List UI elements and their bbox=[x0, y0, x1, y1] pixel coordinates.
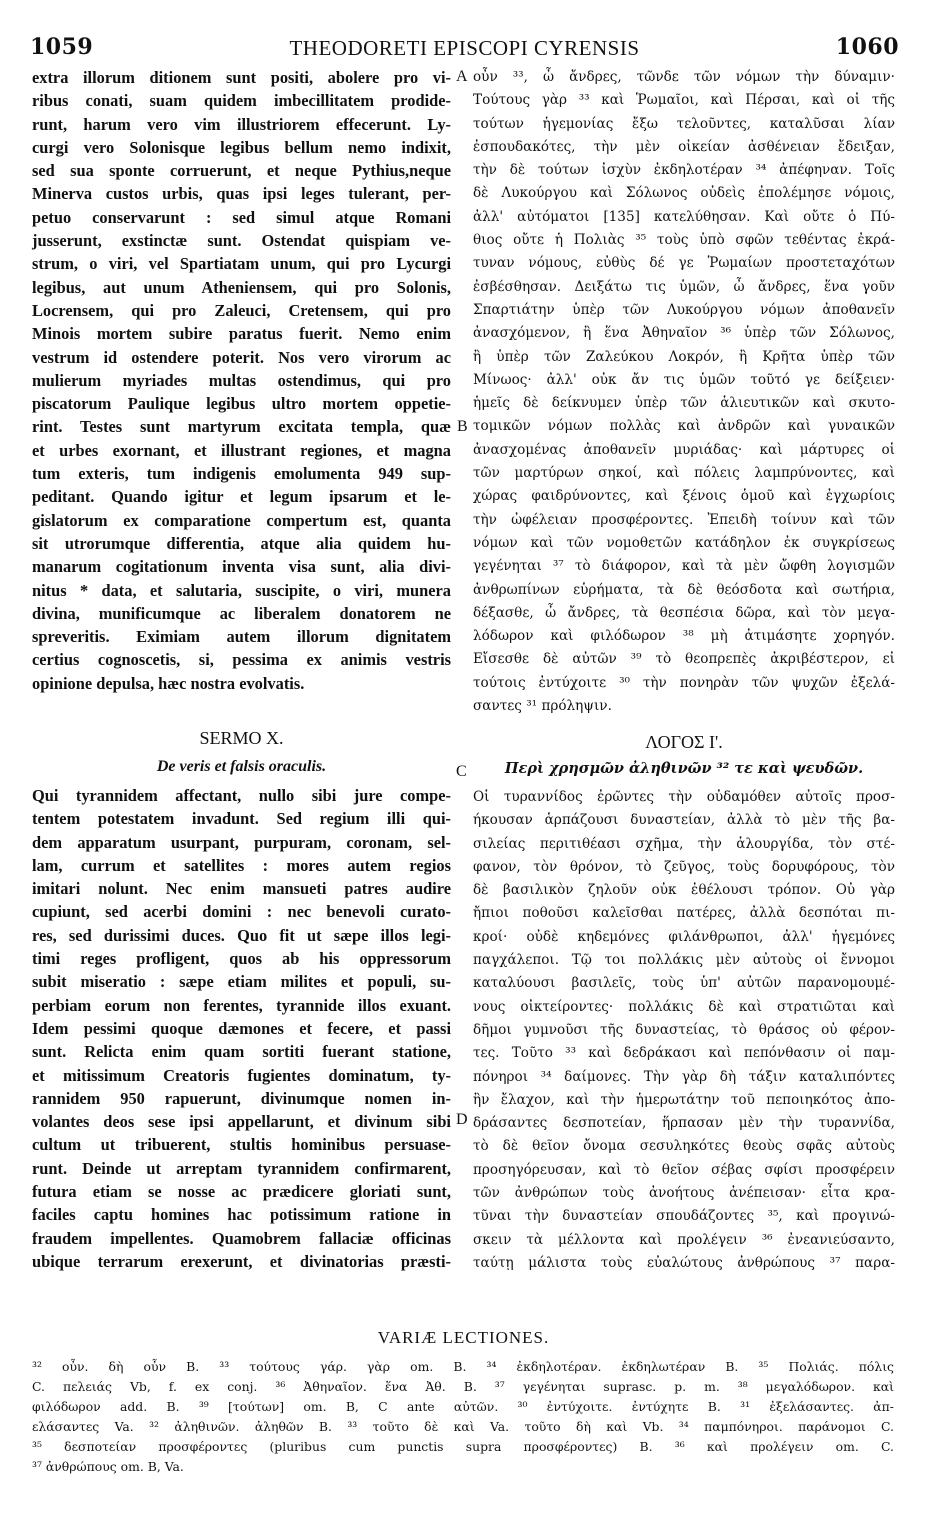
text-line: δὲ Λυκούργου καὶ Σόλωνος οὐδεὶς ἐπολέμησε νόμοις, bbox=[473, 185, 895, 202]
text-line: vestrum id ostendere poterit. Nos vero virorum ac bbox=[32, 347, 451, 367]
margin-letter-c: C bbox=[456, 763, 467, 780]
text-line: spreveritis. Eximiam autem illorum dignitatem bbox=[32, 627, 451, 647]
text-line: perbiam eorum non ferentes, tyrannide illos exuant. bbox=[32, 995, 451, 1015]
running-title: THEODORETI EPISCOPI CYRENSIS bbox=[289, 36, 640, 60]
text-line: certius cognoscetis, si, pessima ex animis vestris bbox=[32, 650, 451, 670]
text-line: rannidem 950 rapuerunt, divinumque nomen in- bbox=[32, 1088, 451, 1108]
text-line: legibus, aut unum Atheniensem, qui pro Solonis, bbox=[32, 277, 451, 297]
margin-letter-d: D bbox=[456, 1111, 468, 1128]
text-line: τὴν δὲ τούτων ἰσχὺν ἐκδηλοτέραν ³⁴ ἀπέφηναν. Τοῖς bbox=[473, 162, 895, 179]
text-line: sunt. Relicta enim quam sortiti fuerant statione, bbox=[32, 1042, 451, 1062]
text-line: ubique terrarum erexerunt, et divinatorias præsti- bbox=[32, 1251, 451, 1271]
variant-reading-line: ελάσαντες Va. ³² ἀληθινῶν. ἀληθῶν B. ³³ τοῦτο δὲ καὶ Va. τοῦτο δὴ καὶ Vb. ³⁴ παμπόνηροι. παράνομοι C. bbox=[32, 1419, 894, 1434]
text-line: gislatorum ex comparatione compertum est, quanta bbox=[32, 510, 451, 530]
latin-column-top bbox=[32, 66, 451, 695]
text-line: ἐσβέσθησαν. Δειξάτω τις ὑμῶν, ὦ ἄνδρες, ἕνα γοῦν bbox=[473, 278, 895, 295]
text-line: Τούτους γὰρ ³³ καὶ Ῥωμαῖοι, καὶ Πέρσαι, καὶ οἱ τῆς bbox=[473, 92, 895, 109]
text-line: lam, currum et satellites : mores autem regios bbox=[32, 855, 451, 875]
text-line: σιλείας περιτιθέασι σχῆμα, τὴν ἁλουργίδα, τὸν στέ- bbox=[473, 835, 895, 852]
text-line: τὴν ὠφέλειαν προσφέροντες. Ἐπειδὴ τοίνυν καὶ τῶν bbox=[473, 511, 895, 528]
text-line: opinione depulsa, hæc nostra evolvatis. bbox=[32, 673, 305, 693]
text-line: ταύτῃ μάλιστα τοὺς εὐαλώτους ἀνθρώπους ³⁷ παρα- bbox=[473, 1254, 895, 1271]
text-line: Σπαρτιάτην ὑπὲρ τῶν Λυκούργου νόμων ἀποθανεῖν bbox=[473, 301, 895, 318]
text-line: Minois mortem subire paratus fuerit. Nemo enim bbox=[32, 324, 451, 344]
variae-lectiones-notes bbox=[32, 1357, 894, 1477]
margin-letter-a: A bbox=[456, 68, 468, 85]
text-line: ἤπιοι ποθοῦσι καλεῖσθαι πατέρες, ἀλλὰ δεσπόται πι- bbox=[473, 905, 895, 922]
text-line: tum exteris, tum indigenis emolumenta 949 sup- bbox=[32, 464, 451, 484]
text-line: Μίνωος· ἀλλ' οὐκ ἄν τις ὑμῶν τοῦτό γε δείξειεν· bbox=[473, 371, 895, 388]
text-line: ἢ ὑπὲρ τῶν Ζαλεύκου Λοκρόν, ἢ Κρῆτα ὑπὲρ τῶν bbox=[473, 348, 895, 365]
text-line: τὸ δὲ θεῖον ὄνομα σεσυληκότες θεοὺς σφᾶς αὐτοὺς bbox=[473, 1138, 895, 1155]
text-line: ἣν ἔλαχον, καὶ τὴν ἡμερωτάτην τοῦ πεποιηκότος ἀπο- bbox=[473, 1091, 895, 1108]
variant-reading-line: φιλόδωρον add. B. ³⁹ [τούτων] om. B, C ante αὐτῶν. ³⁰ ἐντύχοιτε. ἐντύχητε B. ³¹ ἐξελάσαντες. ἀπ- bbox=[32, 1399, 894, 1414]
text-line: πόνηροι ³⁴ δαίμονες. Τὴν γὰρ δὴ τάξιν καταλιπόντες bbox=[473, 1068, 895, 1085]
latin-column-bottom bbox=[32, 784, 451, 1273]
variant-reading-line: ³⁵ δεσποτείαν προσφέροντες (pluribus cum punctis supra προσφέροντες) B. ³⁶ καὶ προλέγειν om. C. bbox=[32, 1439, 894, 1454]
greek-column-top bbox=[473, 66, 895, 718]
text-line: subit miseratio : sæpe etiam milites et populi, su- bbox=[32, 972, 451, 992]
text-line: παγχάλεποι. Τῷ τοι πολλάκις μὲν αὐτοὺς οἱ ἔννομοι bbox=[473, 952, 895, 969]
text-line: τούτοις ἐντύχοιτε ³⁰ τὴν πονηρὰν τῶν ψυχῶν ἐξελά- bbox=[473, 674, 895, 691]
text-line: φανον, τὸν θρόνον, τὸ ζεῦγος, τοὺς δορυφόρους, τὸν bbox=[473, 858, 895, 875]
text-line: sed sua sponte corruerunt, et neque Pythius,neque bbox=[32, 161, 451, 181]
text-line: οὖν ³³, ὦ ἄνδρες, τῶνδε τῶν νόμων τὴν δύναμιν· bbox=[473, 69, 895, 85]
page-header bbox=[30, 34, 899, 64]
text-line: δράσαντες δεσποτείαν, ἥρπασαν μὲν τὴν τυραννίδα, bbox=[473, 1115, 895, 1132]
text-line: Εἴσεσθε δὲ αὐτῶν ³⁹ τὸ θεοπρεπὲς ἀκριβέστερον, εἰ bbox=[473, 651, 895, 668]
text-line: Οἱ τυραννίδος ἐρῶντες τὴν οὐδαμόθεν αὐτοῖς προσ- bbox=[473, 789, 895, 805]
text-line: τομικῶν νόμων πολλὰς καὶ ἀνδρῶν καὶ γυναικῶν bbox=[473, 418, 895, 435]
text-line: νόμων καὶ τῶν νομοθετῶν κατάδηλον ἐκ συγκρίσεως bbox=[473, 534, 895, 551]
text-line: τῶν ἀνθρώπων τοὺς ἀνοήτους ἀνέπεισαν· εἶτα κρα- bbox=[473, 1185, 895, 1202]
text-line: προσηγόρευσαν, καὶ τὸ θεῖον σέβας σφίσι προσφέρειν bbox=[473, 1161, 895, 1178]
text-line: mulierum myriades multas ostendimus, qui pro bbox=[32, 370, 451, 390]
text-line: peditant. Quando igitur et legum ipsarum et le- bbox=[32, 487, 451, 507]
text-line: manarum cogitationum inventa visa sunt, alia divi- bbox=[32, 557, 451, 577]
latin-section-subtitle: De veris et falsis oraculis. bbox=[156, 758, 327, 775]
text-line: imitari nolunt. Nec enim mansueti patres audire bbox=[32, 879, 451, 899]
variant-reading-line: ³² οὖν. δὴ οὖν B. ³³ τούτους γάρ. γὰρ om. B. ³⁴ ἐκδηλοτέραν. ἐκδηλωτέραν B. ³⁵ Πολιάς. πόλις bbox=[32, 1359, 894, 1374]
text-line: Idem pessimi quoque dæmones et fecere, et passi bbox=[32, 1018, 451, 1038]
text-line: rint. Testes sunt martyrum excitata templa, quæ bbox=[32, 417, 451, 437]
text-line: extra illorum ditionem sunt positi, abolere pro vi- bbox=[32, 68, 451, 87]
text-line: timi reges profligent, quos ab his oppressorum bbox=[32, 949, 451, 969]
variant-reading-line: C. πελειάς Vb, f. ex conj. ³⁶ Ἀθηναῖον. ἕνα Ἀθ. B. ³⁷ γεγένηται suprasc. p. m. ³⁸ μεγαλόδωρον. καὶ bbox=[32, 1379, 894, 1394]
text-line: futura etiam se nosse ac prædicere gloriati sunt, bbox=[32, 1182, 451, 1202]
text-line: τυναν νόμους, εὐθὺς δέ γε Ῥωμαίων προστεταχότων bbox=[473, 255, 895, 272]
text-line: sit utrorumque differentia, atque alia quidem hu- bbox=[32, 533, 451, 553]
text-line: γεγένηται ³⁷ τὸ διάφορον, καὶ τὰ μὲν ὤφθη λογισμῶν bbox=[473, 558, 895, 575]
text-line: τῦναι τὴν δυναστείαν σπουδάζοντες ³⁵, καὶ προγινώ- bbox=[473, 1208, 895, 1225]
text-line: τες. Τοῦτο ³³ καὶ δεδράκασι καὶ πεπόνθασιν οἱ παμ- bbox=[473, 1045, 895, 1062]
text-line: ήκουσαν ἁρπάζουσι δυναστείαν, ἀλλὰ τὸ μὲν τῆς βα- bbox=[473, 812, 895, 829]
text-line: Qui tyrannidem affectant, nullo sibi jure compe- bbox=[32, 786, 451, 805]
text-line: runt. Deinde ut arreptam tyrannidem confirmarent, bbox=[32, 1158, 451, 1178]
variant-reading-line: ³⁷ ἀνθρώπους om. B, Va. bbox=[32, 1459, 184, 1474]
greek-column-bottom bbox=[473, 786, 895, 1275]
variae-lectiones-title: VARIÆ LECTIONES. bbox=[377, 1328, 550, 1347]
margin-letter-b: B bbox=[457, 418, 468, 435]
text-line: dem apparatum usurpant, purpuram, coronam, sel- bbox=[32, 832, 451, 852]
text-line: res, sed durissimi duces. Quo fit ut sæpe illos legi- bbox=[32, 925, 451, 945]
text-line: volantes deos sese ipsi appellarunt, et divinum sibi bbox=[32, 1112, 451, 1132]
text-line: runt, harum vero vim illustriorem effecerunt. Ly- bbox=[32, 114, 451, 134]
text-line: σαντες ³¹ πρόληψιν. bbox=[473, 698, 612, 715]
text-line: τῶν μαρτύρων σηκοί, καὶ πόλεις λαμπρύνοντες, καὶ bbox=[473, 465, 895, 482]
page-number-left: 1059 bbox=[30, 34, 94, 60]
text-line: ἀλλ' αὐτόματοι [135] κατελύθησαν. Καὶ οὔτε ὁ Πύ- bbox=[473, 208, 895, 225]
text-line: Locrensem, qui pro Zaleuci, Cretensem, qui pro bbox=[32, 300, 451, 320]
text-line: θιος οὔτε ἡ Πολιὰς ³⁵ τοὺς ὑπὸ σφῶν τεθέντας ἐκρά- bbox=[473, 232, 895, 249]
page-number-right: 1060 bbox=[835, 34, 899, 60]
text-line: tentem potestatem invadunt. Sed regium illi qui- bbox=[32, 809, 451, 829]
text-line: δὲ βασιλικὸν ζηλοῦν οὐκ ἐθέλουσι τρόπον. Οὐ γὰρ bbox=[473, 882, 895, 899]
text-line: faciles captu homines hac potissimum ratione in bbox=[32, 1205, 451, 1225]
text-line: cultum ut tribuerent, stultis hominibus persuase- bbox=[32, 1135, 451, 1155]
greek-section-title: ΛΟΓΟΣ Ι'. bbox=[645, 732, 723, 752]
text-line: et mitissimum Creatoris fugientes dominatum, ty- bbox=[32, 1065, 451, 1085]
text-line: ἀνθρωπίνων εὑρήματα, τὰ δὲ θεόσδοτα καὶ σωτήρια, bbox=[473, 581, 895, 598]
text-line: nitus * data, et salutaria, suscipite, o viri, munera bbox=[32, 580, 451, 600]
text-line: σκειν τὰ μέλλοντα καὶ προλέγειν ³⁶ ἐνεανιεύσαντο, bbox=[473, 1231, 895, 1248]
text-line: τούτων ἡγεμονίας ἔξω τελοῦντες, καταλῦσαι λίαν bbox=[473, 115, 895, 132]
text-line: fraudem impellentes. Quamobrem fallaciæ officinas bbox=[32, 1228, 451, 1248]
greek-section-subtitle: Περὶ χρησμῶν ἀληθινῶν ³² τε καὶ ψευδῶν. bbox=[504, 760, 864, 777]
text-line: et urbes exornant, et illustrant regiones, et magna bbox=[32, 440, 451, 460]
text-line: Minerva custos urbis, quas ipsi leges tulerant, per- bbox=[32, 184, 451, 204]
text-line: strum, o viri, vel Spartiatam unum, qui pro Lycurgi bbox=[32, 254, 451, 274]
latin-section-title: SERMO X. bbox=[199, 728, 284, 748]
text-line: jusserunt, exstinctæ sunt. Ostendat quispiam ve- bbox=[32, 231, 451, 251]
text-line: ribus conati, suam quidem imbecillitatem prodide- bbox=[32, 91, 451, 111]
text-line: ἡμεῖς δὲ δείκνυμεν ὑπὲρ τῶν ἁλιευτικῶν καὶ σκυτο- bbox=[473, 395, 895, 412]
text-line: χώρας φαιδρύνοντες, καὶ ξένοις ὁμοῦ καὶ ἐγχωρίοις bbox=[473, 488, 895, 505]
text-line: νους οἰκτείροντες· πολλάκις δὲ καὶ στρατιῶται καὶ bbox=[473, 998, 895, 1015]
text-line: καταλύουσι βασιλεῖς, τοὺς ὑπ' αὐτῶν παρανομουμέ- bbox=[473, 975, 895, 992]
text-line: ἀνασχόμενον, ἢ ἕνα Ἀθηναῖον ³⁶ ὑπὲρ τῶν Σόλωνος, bbox=[473, 325, 895, 342]
text-line: δέξασθε, ὦ ἄνδρες, τὰ θεσπέσια δῶρα, καὶ τὸν μεγα- bbox=[473, 604, 895, 621]
text-line: piscatorum Paulique legibus ultro mortem oppetie- bbox=[32, 394, 451, 414]
text-line: λόδωρον καὶ φιλόδωρον ³⁸ μὴ ἀτιμάσητε χορηγόν. bbox=[473, 628, 895, 645]
text-line: ἐσπουδακότες, τὴν μὲν οἰκείαν ἀσθένειαν ἔδειξαν, bbox=[473, 138, 895, 155]
text-line: cupiunt, sed acerbi domini : nec benevoli curato- bbox=[32, 902, 451, 922]
text-line: κροί· οὐδὲ κηδεμόνες φιλάνθρωποι, ἀλλ' ἡγεμόνες bbox=[473, 928, 895, 945]
text-line: ἀνασχομένας ἀποθανεῖν μυριάδας· καὶ μάρτυρες οἱ bbox=[473, 441, 895, 458]
text-line: divina, munificumque ac liberalem donatorem ne bbox=[32, 603, 451, 623]
text-line: δῆμοι γυμνοῦσι τῆς δυναστείας, τὸ θράσος οὐ φέρον- bbox=[473, 1021, 895, 1038]
text-line: petuo conservarunt : sed simul atque Romani bbox=[32, 207, 451, 227]
text-line: curgi vero Solonisque legibus bellum nemo indixit, bbox=[32, 137, 451, 157]
